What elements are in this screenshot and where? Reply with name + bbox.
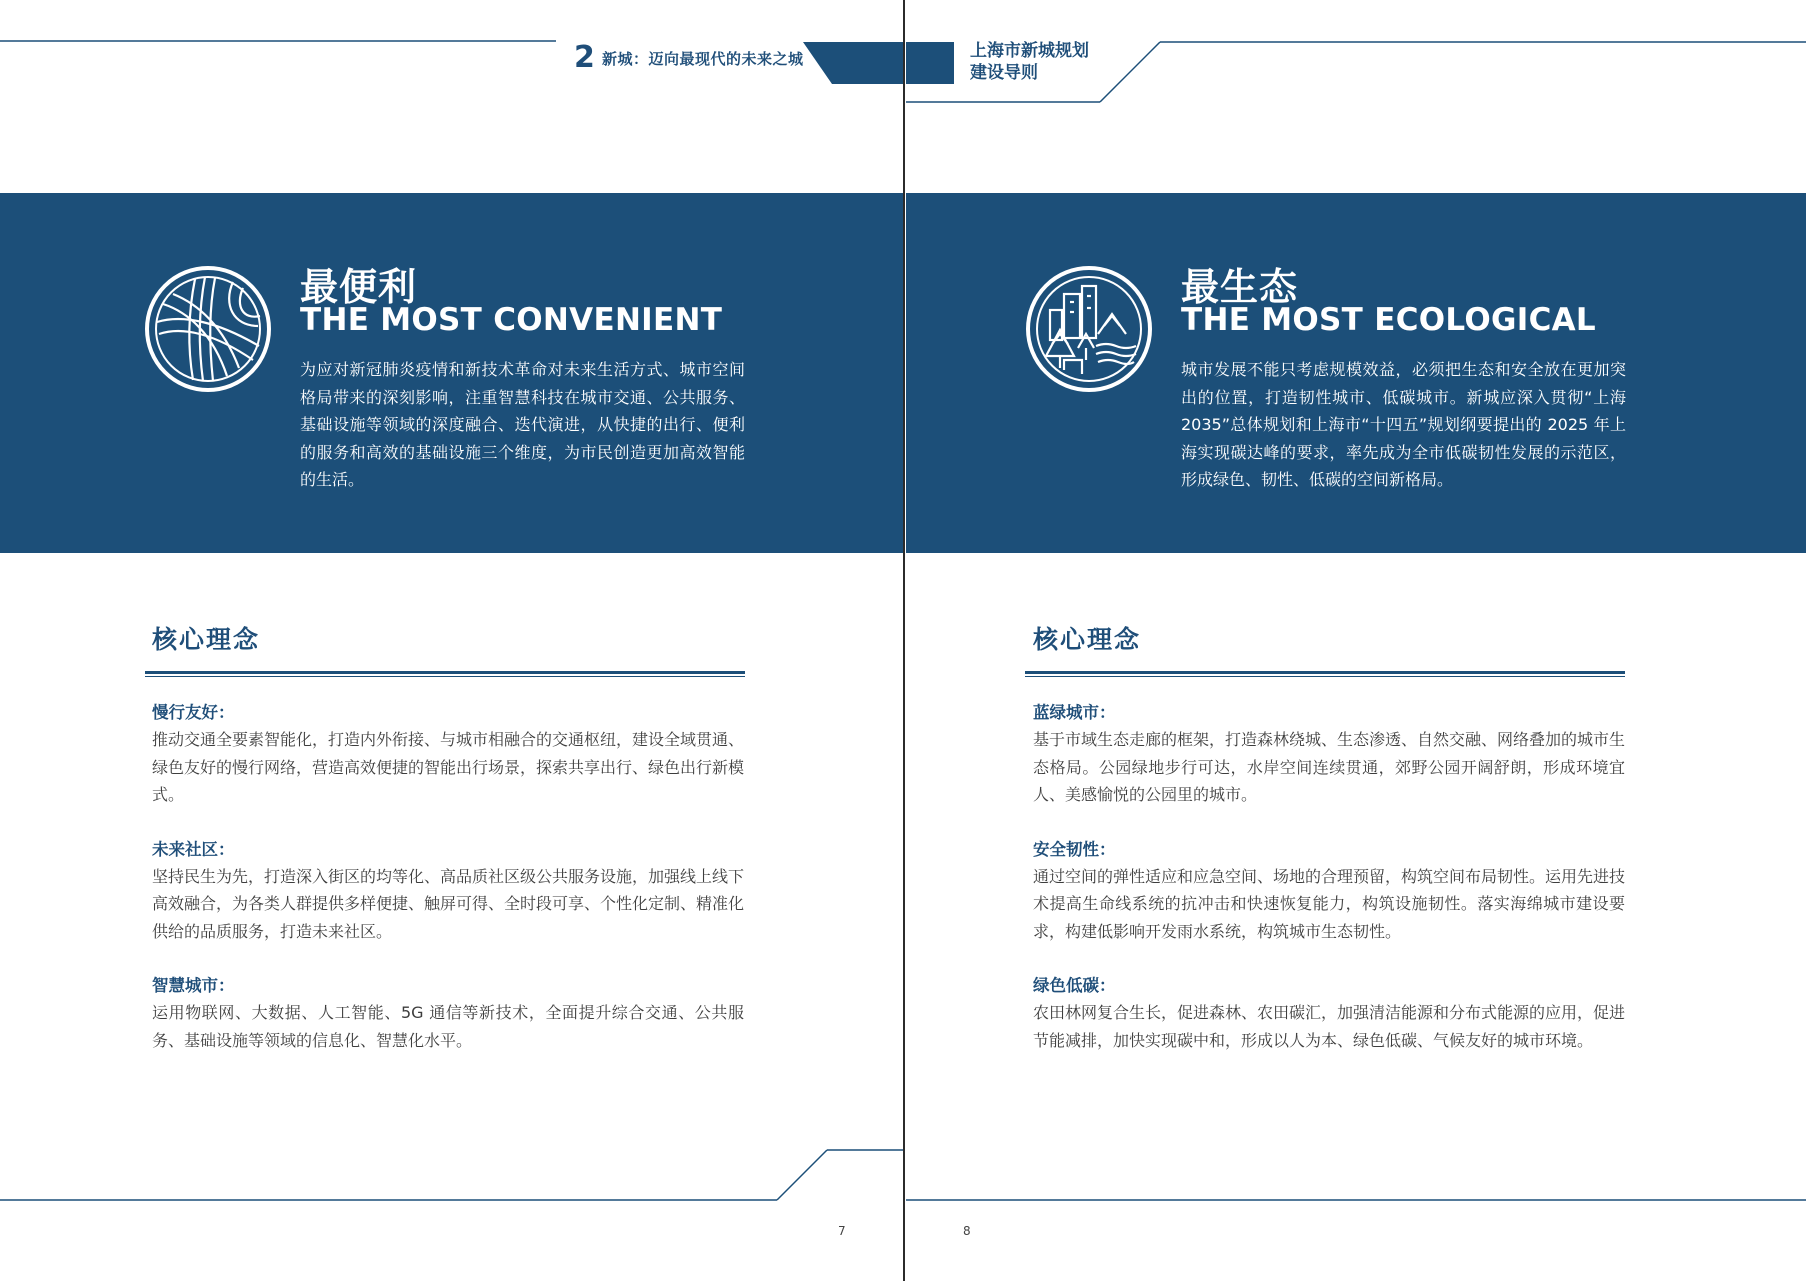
concept-item-text: 运用物联网、大数据、人工智能、5G 通信等新技术，全面提升综合交通、公共服务、基础设施等领域的信息化、智慧化水平。 <box>152 1003 744 1050</box>
page-number: 7 <box>838 1224 846 1238</box>
concept-item-title: 智慧城市： <box>152 976 235 995</box>
concept-item-text: 通过空间的弹性适应和应急空间、场地的合理预留，构筑空间布局韧性。运用先进技术提高生命线系统的抗冲击和快速恢复能力，构筑设施韧性。落实海绵城市建设要求，构建低影响开发雨水系统，构筑城市生态韧性。 <box>1033 866 1626 941</box>
concept-item-text: 基于市域生态走廊的框架，打造森林绕城、生态渗透、自然交融、网络叠加的城市生态格局。公园绿地步行可达，水岸空间连续贯通，郊野公园开阔舒朗，形成环境宜人、美感愉悦的公园里的城市。 <box>1033 730 1626 804</box>
header-tab-shape <box>906 42 953 84</box>
concept-item <box>1033 837 1625 946</box>
chapter-number: 2 <box>574 40 595 75</box>
concept-item-title: 慢行友好： <box>152 703 235 722</box>
band-title-cn: 最生态 <box>1181 265 1299 309</box>
concept-list <box>152 700 744 1082</box>
header-rule-slant <box>1100 42 1160 102</box>
city-forest-water-icon <box>1024 264 1154 394</box>
concept-item-title: 蓝绿城市： <box>1033 703 1116 722</box>
band-title-cn: 最便利 <box>300 265 418 309</box>
section-rule-thin <box>1025 676 1625 677</box>
concept-item <box>152 973 744 1054</box>
section-rule-thin <box>145 676 745 677</box>
section-rule-thick <box>145 671 745 674</box>
concept-item-title: 绿色低碳： <box>1033 976 1116 995</box>
band-title-en: THE MOST ECOLOGICAL <box>1181 302 1596 338</box>
concept-item-title: 未来社区： <box>152 839 235 859</box>
section-rule-thick <box>1025 671 1625 674</box>
concept-item <box>152 837 744 946</box>
concept-item <box>1033 700 1625 809</box>
concept-item <box>1033 973 1625 1054</box>
document-title <box>970 40 1089 84</box>
concept-item-title: 安全韧性： <box>1033 839 1116 859</box>
concept-item-text: 农田林网复合生长，促进森林、农田碳汇，加强清洁能源和分布式能源的应用，促进节能减排，加快实现碳中和，形成以人为本、绿色低碳、气候友好的城市环境。 <box>1033 1003 1626 1050</box>
concept-item <box>152 700 744 809</box>
concept-item-text: 推动交通全要素智能化，打造内外衔接、与城市相融合的交通枢纽，建设全域贯通、绿色友好的慢行网络，营造高效便捷的智能出行场景，探索共享出行、绿色出行新模式。 <box>152 730 745 804</box>
book-spine <box>903 0 905 1281</box>
section-heading: 核心理念 <box>152 625 261 654</box>
band-intro-text: 城市发展不能只考虑规模效益，必须把生态和安全放在更加突出的位置，打造韧性城市、低碳城市。新城应深入贯彻“上海 2035”总体规划和上海市“十四五”规划纲要提出的 2025 年上海实现碳达峰的要求，率先成为全市低碳韧性发展的示范区，形成绿色、韧性、低碳的空间新格局。 <box>1181 360 1626 489</box>
chapter-title: 新城：迈向最现代的未来之城 <box>602 50 804 68</box>
document-title-line2: 建设导则 <box>970 63 1038 83</box>
band-title-en: THE MOST CONVENIENT <box>300 302 723 338</box>
concept-list <box>1033 700 1625 1082</box>
header-tab-shape <box>803 42 904 84</box>
concept-item-text: 坚持民生为先，打造深入街区的均等化、高品质社区级公共服务设施，加强线上线下高效融合，为各类人群提供多样便捷、触屏可得、全时段可享、个性化定制、精准化供给的品质服务，打造未来社区。 <box>152 866 745 941</box>
band-intro-text: 为应对新冠肺炎疫情和新技术革命对未来生活方式、城市空间格局带来的深刻影响，注重智慧科技在城市交通、公共服务、基础设施等领域的深度融合、迭代演进，从快捷的出行、便利的服务和高效的基础设施三个维度，为市民创造更加高效智能的生活。 <box>300 360 745 489</box>
page-number: 8 <box>963 1224 971 1238</box>
document-title-line1: 上海市新城规划 <box>970 41 1089 61</box>
section-heading: 核心理念 <box>1033 625 1142 654</box>
highway-interchange-icon <box>143 264 273 394</box>
right-page <box>906 0 1806 1281</box>
footer-rule-slant <box>777 1150 827 1200</box>
